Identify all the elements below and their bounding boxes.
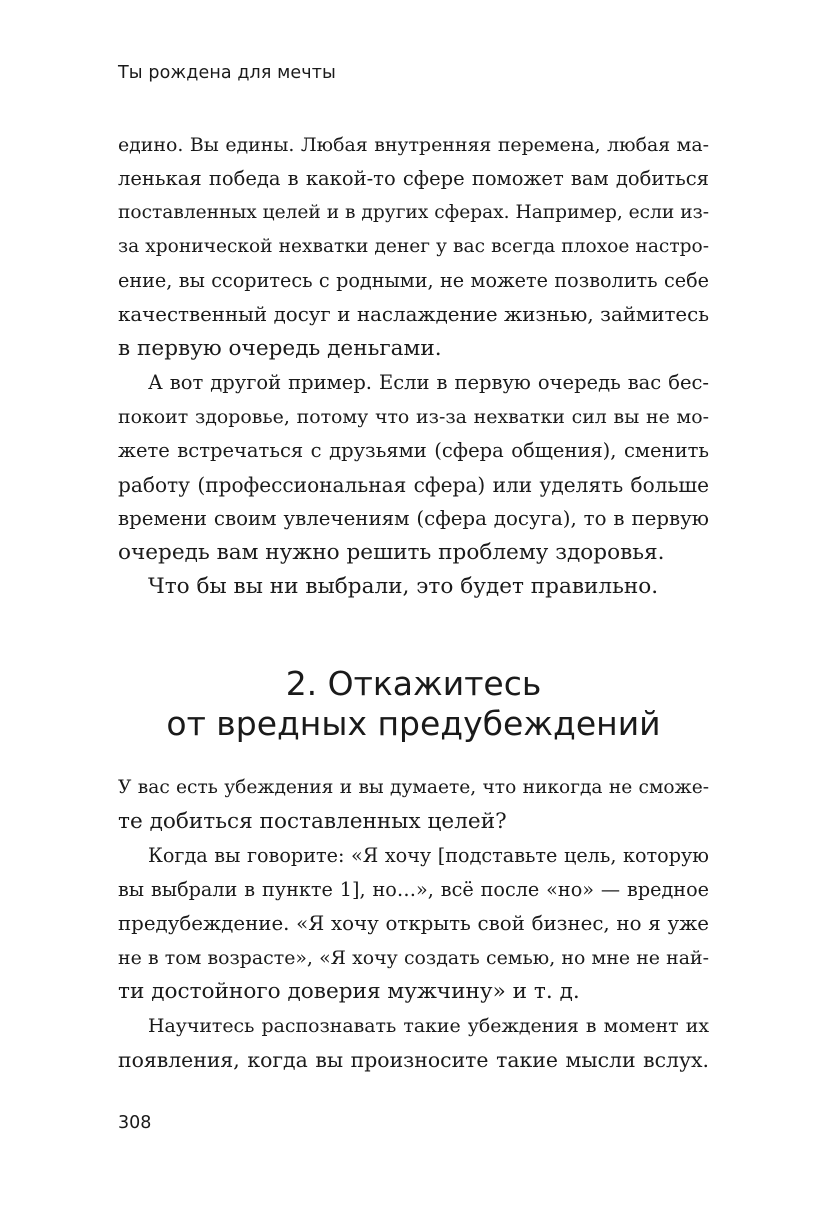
text-line: Когда вы говорите: «Я хочу [подставьте цель, которую	[148, 844, 709, 867]
text-line: предубеждение. «Я хочу открыть свой бизнес, но я уже	[118, 912, 709, 935]
text-line: поставленных целей и в других сферах. Например, если из-	[118, 202, 710, 223]
text-line: Что бы вы ни выбрали, это будет правильно.	[148, 574, 659, 599]
text-line: ение, вы ссоритесь с родными, не можете позволить себе	[118, 269, 709, 292]
text-line: покоит здоровье, потому что из-за нехватки сил вы не мо-	[118, 406, 709, 428]
text-line: ти достойного доверия мужчину» и т. д.	[118, 979, 580, 1004]
text-line: очередь вам нужно решить проблему здоровья.	[118, 540, 665, 565]
text-line: работу (профессиональная сфера) или уделять больше	[118, 473, 709, 497]
heading-line-1: 2. Откажитесь	[285, 664, 542, 703]
text-line: А вот другой пример. Если в первую очередь вас бес-	[148, 371, 709, 394]
text-line: ленькая победа в какой-то сфере поможет вам добиться	[118, 167, 709, 190]
page-number: 308	[118, 1113, 152, 1133]
section-heading	[118, 664, 709, 744]
text-line: появления, когда вы произносите такие мысли вслух.	[118, 1048, 709, 1072]
text-line: качественный досуг и наслаждение жизнью, займитесь	[118, 303, 709, 326]
text-line: вы выбрали в пункте 1], но…», всё после «но» — вредное	[118, 878, 709, 901]
text-line: не в том возрасте», «Я хочу создать семью, но мне не най-	[118, 947, 709, 969]
text-line: те добиться поставленных целей?	[118, 809, 507, 834]
text-line: Научитесь распознавать такие убеждения в момент их	[148, 1015, 709, 1037]
text-line: времени своим увлечениям (сфера досуга), то в первую	[118, 507, 709, 530]
text-line: едино. Вы едины. Любая внутренняя перемена, любая ма-	[118, 134, 709, 156]
text-line: жете встречаться с друзьями (сфера общения), сменить	[118, 439, 709, 462]
heading-line-2: от вредных предубеждений	[166, 704, 661, 743]
text-line: в первую очередь деньгами.	[118, 336, 442, 361]
text-line: за хронической нехватки денег у вас всегда плохое настро-	[118, 236, 709, 257]
running-head: Ты рождена для мечты	[118, 63, 336, 83]
text-line: У вас есть убеждения и вы думаете, что никогда не сможе-	[118, 777, 709, 798]
body-text-section-2	[118, 771, 709, 1077]
body-text-section-1	[118, 128, 709, 604]
